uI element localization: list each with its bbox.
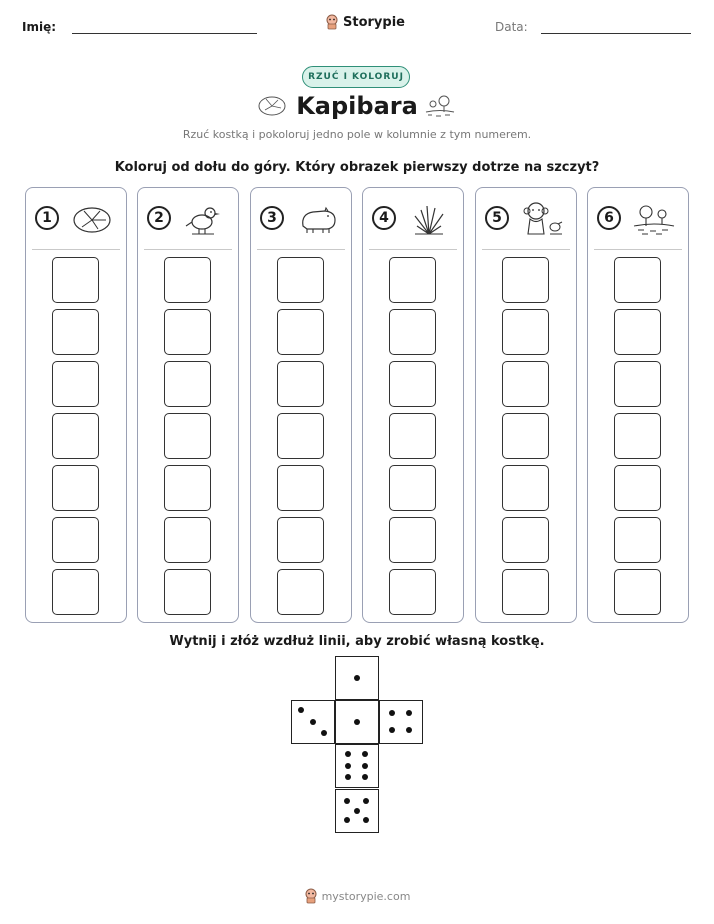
grass-icon bbox=[407, 200, 451, 238]
dice-pip bbox=[406, 727, 412, 733]
coloring-box[interactable] bbox=[502, 309, 549, 355]
dice-pip bbox=[344, 817, 350, 823]
page-subtitle: Rzuć kostką i pokoloruj jedno pole w kolumnie z tym numerem. bbox=[182, 128, 532, 141]
coloring-box[interactable] bbox=[389, 569, 436, 615]
coloring-box[interactable] bbox=[502, 361, 549, 407]
coloring-box[interactable] bbox=[389, 517, 436, 563]
coloring-box[interactable] bbox=[52, 257, 99, 303]
coloring-box[interactable] bbox=[389, 361, 436, 407]
coloring-box[interactable] bbox=[52, 465, 99, 511]
dice-face-5[interactable] bbox=[335, 789, 379, 833]
dice-pip bbox=[354, 808, 360, 814]
coloring-box[interactable] bbox=[277, 465, 324, 511]
coloring-box[interactable] bbox=[277, 569, 324, 615]
coloring-box[interactable] bbox=[164, 569, 211, 615]
coloring-box[interactable] bbox=[164, 413, 211, 459]
coloring-box[interactable] bbox=[614, 517, 661, 563]
capybara-icon bbox=[295, 200, 339, 238]
dice-face-1[interactable] bbox=[335, 656, 379, 700]
page-title: Kapibara bbox=[296, 92, 418, 120]
coloring-box[interactable] bbox=[52, 361, 99, 407]
coloring-box[interactable] bbox=[52, 309, 99, 355]
footer-url: mystorypie.com bbox=[321, 889, 411, 903]
coloring-box[interactable] bbox=[164, 517, 211, 563]
coloring-box[interactable] bbox=[502, 517, 549, 563]
coloring-box[interactable] bbox=[164, 257, 211, 303]
lily-pad-icon bbox=[70, 200, 114, 238]
dice-pip bbox=[344, 798, 350, 804]
coloring-box[interactable] bbox=[164, 361, 211, 407]
coloring-box[interactable] bbox=[389, 257, 436, 303]
coloring-box[interactable] bbox=[52, 569, 99, 615]
name-line[interactable] bbox=[72, 33, 257, 34]
coloring-box[interactable] bbox=[52, 517, 99, 563]
column-number: 3 bbox=[260, 206, 284, 230]
dice-pip bbox=[354, 719, 360, 725]
dice-pip bbox=[362, 751, 368, 757]
column-1 bbox=[25, 187, 127, 623]
bird-icon bbox=[182, 200, 226, 238]
coloring-box[interactable] bbox=[277, 517, 324, 563]
dice-pip bbox=[354, 675, 360, 681]
brand-mascot-icon bbox=[325, 14, 339, 30]
name-label: Imię: bbox=[22, 20, 57, 34]
dice-pip bbox=[362, 763, 368, 769]
dice-pip bbox=[345, 774, 351, 780]
dice-face-1[interactable] bbox=[335, 700, 379, 744]
dice-pip bbox=[345, 763, 351, 769]
coloring-box[interactable] bbox=[502, 413, 549, 459]
coloring-box[interactable] bbox=[389, 309, 436, 355]
monkey-icon bbox=[520, 200, 564, 238]
coloring-box[interactable] bbox=[614, 257, 661, 303]
footer bbox=[0, 888, 714, 904]
coloring-box[interactable] bbox=[52, 413, 99, 459]
coloring-box[interactable] bbox=[502, 465, 549, 511]
coloring-box[interactable] bbox=[614, 309, 661, 355]
column-6 bbox=[587, 187, 689, 623]
dice-face-3[interactable] bbox=[291, 700, 335, 744]
coloring-box[interactable] bbox=[614, 569, 661, 615]
coloring-box[interactable] bbox=[614, 465, 661, 511]
activity-badge: RZUĆ I KOLORUJ bbox=[302, 66, 410, 88]
dice-pip bbox=[345, 751, 351, 757]
dice-pip bbox=[389, 710, 395, 716]
date-line[interactable] bbox=[541, 33, 691, 34]
column-number: 5 bbox=[485, 206, 509, 230]
landscape-icon bbox=[424, 94, 456, 118]
dice-pip bbox=[362, 774, 368, 780]
coloring-box[interactable] bbox=[164, 465, 211, 511]
coloring-box[interactable] bbox=[277, 309, 324, 355]
coloring-instruction: Koloruj od dołu do góry. Który obrazek pierwszy dotrze na szczyt? bbox=[114, 160, 600, 175]
coloring-box[interactable] bbox=[614, 361, 661, 407]
coloring-box[interactable] bbox=[277, 361, 324, 407]
dice-pip bbox=[363, 798, 369, 804]
brand-name: Storypie bbox=[343, 14, 405, 30]
dice-pip bbox=[321, 730, 327, 736]
dice-pip bbox=[363, 817, 369, 823]
column-3 bbox=[250, 187, 352, 623]
landscape-icon bbox=[632, 200, 676, 238]
column-number: 2 bbox=[147, 206, 171, 230]
column-5 bbox=[475, 187, 577, 623]
coloring-box[interactable] bbox=[389, 413, 436, 459]
column-number: 6 bbox=[597, 206, 621, 230]
coloring-box[interactable] bbox=[277, 257, 324, 303]
coloring-box[interactable] bbox=[164, 309, 211, 355]
dice-pip bbox=[310, 719, 316, 725]
date-label: Data: bbox=[495, 20, 528, 34]
brand-logo bbox=[325, 14, 405, 30]
dice-pip bbox=[298, 707, 304, 713]
dice-face-6[interactable] bbox=[335, 744, 379, 788]
column-number: 1 bbox=[35, 206, 59, 230]
coloring-box[interactable] bbox=[277, 413, 324, 459]
column-4 bbox=[362, 187, 464, 623]
coloring-box[interactable] bbox=[502, 257, 549, 303]
dice-face-4[interactable] bbox=[379, 700, 423, 744]
dice-instruction: Wytnij i złóż wzdłuż linii, aby zrobić własną kostkę. bbox=[169, 634, 545, 649]
coloring-box[interactable] bbox=[502, 569, 549, 615]
column-number: 4 bbox=[372, 206, 396, 230]
coloring-box[interactable] bbox=[614, 413, 661, 459]
dice-pip bbox=[406, 710, 412, 716]
column-2 bbox=[137, 187, 239, 623]
brand-mascot-icon bbox=[304, 888, 318, 904]
coloring-box[interactable] bbox=[389, 465, 436, 511]
dice-pip bbox=[389, 727, 395, 733]
